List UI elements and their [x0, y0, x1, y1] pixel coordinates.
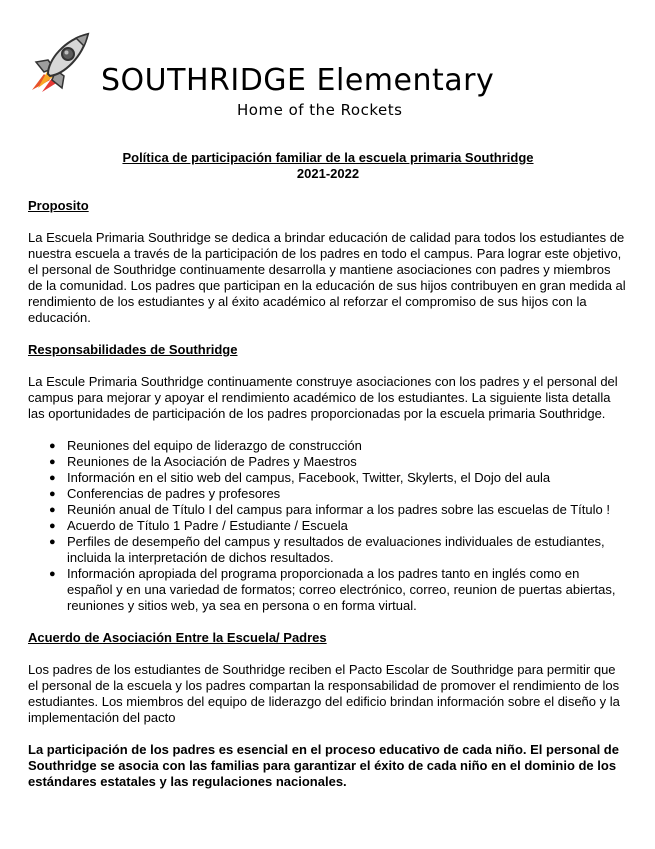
list-item: ● Perfiles de desempeño del campus y resultados de evaluaciones individuales de estudiantes, incluida la interpretación de dichos resultados. — [28, 534, 628, 566]
list-item: ● Información en el sitio web del campus, Facebook, Twitter, Skylerts, el Dojo del aula — [28, 470, 628, 486]
closing-statement: La participación de los padres es esencial en el proceso educativo de cada niño. El personal de Southridge se asocia con las familias para garantizar el éxito de cada niño en el dominio de los estándares estatales y las regulaciones nacionales. — [28, 742, 619, 789]
page-header — [0, 0, 655, 130]
list-item: ● Reuniones del equipo de liderazgo de construcción — [28, 438, 628, 454]
list-item: ● Reunión anual de Título I del campus para informar a los padres sobre las escuelas de Título ! — [28, 502, 628, 518]
responsibilities-list — [28, 438, 628, 614]
section-heading-responsabilidades: Responsabilidades de Southridge — [28, 342, 238, 357]
rocket-icon — [30, 30, 94, 94]
document-title-block — [28, 150, 628, 182]
document-title: Política de participación familiar de la escuela primaria Southridge — [122, 150, 534, 165]
document-year: 2021-2022 — [296, 166, 360, 181]
section-paragraph-proposito: La Escuela Primaria Southridge se dedica a brindar educación de calidad para todos los estudiantes de nuestra escuela a través de la participación de los padres en todo el campus. Para lograr este objetivo, el personal de Southridge continuamente desarrolla y mantiene asociaciones con padres y miembros de la comunidad. Los padres que participan en la educación de sus hijos contribuyen en gran medida al rendimiento de los estudiantes y al éxito académico al reforzar el compromiso de sus hijos con la educación. — [28, 230, 626, 325]
list-item: ● Información apropiada del programa proporcionada a los padres tanto en inglés como en español y en una variedad de formatos; correo electrónico, correo, reunion de puertas abiertas, reuniones y sitios web, ya sea en persona o en forma virtual. — [28, 566, 628, 614]
section-heading-acuerdo: Acuerdo de Asociación Entre la Escuela/ Padres — [28, 630, 327, 645]
school-name: SOUTHRIDGE Elementary — [101, 63, 495, 98]
document-body — [28, 150, 628, 790]
section-heading-proposito: Proposito — [28, 198, 89, 213]
section-paragraph-responsabilidades: La Escule Primaria Southridge continuamente construye asociaciones con los padres y el personal del campus para mejorar y apoyar el rendimiento académico de los estudiantes. La siguiente lista detalla las oportunidades de participación de los padres proporcionadas por la escuela primaria Southridge. — [28, 374, 618, 421]
school-tagline: Home of the Rockets — [237, 101, 403, 119]
section-paragraph-acuerdo: Los padres de los estudiantes de Southridge reciben el Pacto Escolar de Southridge para permitir que el personal de la escuela y los padres compartan la responsabilidad de promover el rendimiento de los estudiantes. Los miembros del equipo de liderazgo del edificio brindan información sobre el diseño y la implementación del pacto — [28, 662, 620, 725]
list-item: ● Acuerdo de Título 1 Padre / Estudiante / Escuela — [28, 518, 628, 534]
list-item: ● Conferencias de padres y profesores — [28, 486, 628, 502]
list-item: ● Reuniones de la Asociación de Padres y Maestros — [28, 454, 628, 470]
